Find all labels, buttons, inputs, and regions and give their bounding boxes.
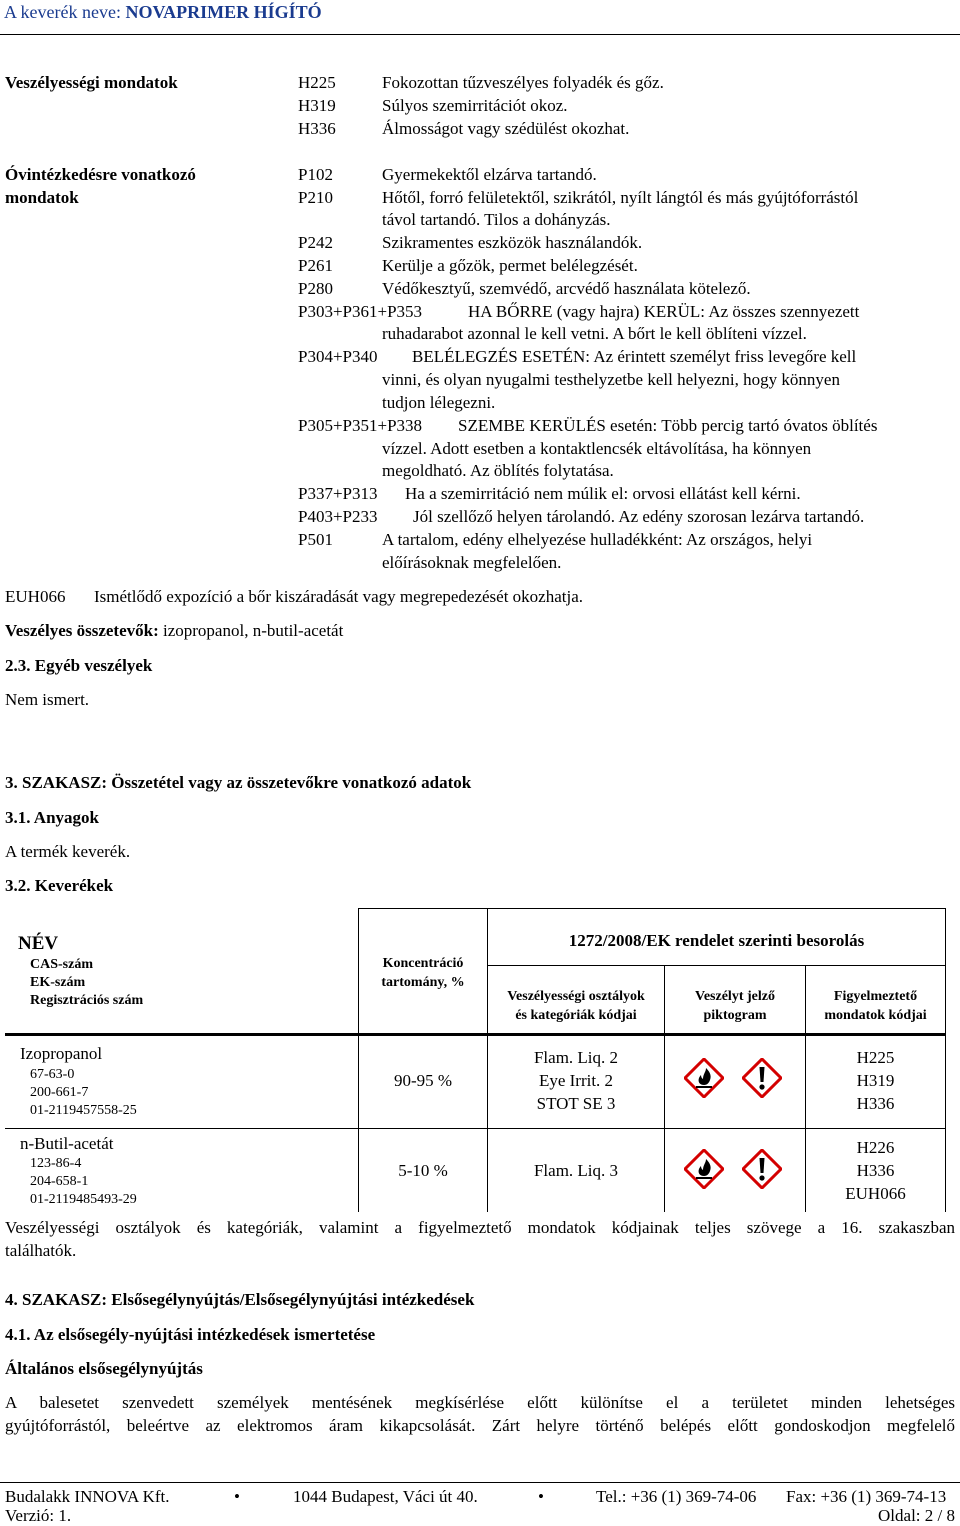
p-text: ruhadarabot azonnal le kell vetni. A bőrt le kell öblíteni vízzel.	[382, 324, 807, 343]
p-text: BELÉLEGZÉS ESETÉN: Az érintett személyt friss levegőre kell	[412, 347, 857, 366]
classification-note: Veszélyességi osztályok és kategóriák, valamint a figyelmeztető mondatok kódjainak teljes szövege a 16. szakaszban	[5, 1218, 955, 1237]
h-code: H225	[298, 73, 336, 92]
component-concentration: 90-95 %	[393, 1071, 453, 1090]
h-text: Fokozottan tűzveszélyes folyadék és gőz.	[382, 73, 664, 92]
h-code-cell: EUH066	[845, 1184, 906, 1203]
regulation-header: 1272/2008/EK rendelet szerinti besorolás	[568, 931, 865, 950]
col-hcodes-header-1: Figyelmeztető	[833, 989, 918, 1004]
other-hazards-text: Nem ismert.	[5, 690, 90, 709]
h-code-cell: H319	[856, 1071, 895, 1090]
footer-fax: Fax: +36 (1) 369-74-13	[786, 1487, 947, 1506]
p-code: P304+P340	[298, 347, 378, 366]
first-aid-text: A balesetet szenvedett személyek mentésének megkísérlése előtt különítse el a területet minden lehetséges	[5, 1393, 955, 1412]
section3-title: 3. SZAKASZ: Összetétel vagy az összetevőkre vonatkozó adatok	[5, 773, 472, 792]
h-code-cell: H336	[856, 1161, 895, 1180]
hazard-class: Flam. Liq. 3	[533, 1161, 619, 1180]
col-conc-header-2: tartomány, %	[381, 975, 465, 990]
col-conc-header	[359, 954, 487, 992]
general-first-aid-title: Általános elsősegélynyújtás	[5, 1359, 203, 1378]
footer-company: Budalakk INNOVA Kft.	[5, 1487, 170, 1506]
footer-divider	[0, 1482, 960, 1483]
col-cas-header: CAS-szám	[30, 957, 93, 972]
first-aid-text-2: gyújtóforrástól, beleértve az elektromos áram kikapcsolását. Zárt helyre történő belépés előtt gondoskodjon megfelelő	[5, 1416, 955, 1435]
p-text: vinni, és olyan nyugalmi testhelyzetbe kell helyezni, hogy könnyen	[382, 370, 840, 389]
flame-icon	[684, 1149, 724, 1189]
component-name: Izopropanol	[20, 1044, 103, 1063]
col-picto-header-1: Veszélyt jelző	[695, 989, 775, 1004]
col-picto-header	[665, 987, 805, 1025]
footer-version: Verzió: 1.	[5, 1506, 72, 1525]
footer-tel: Tel.: +36 (1) 369-74-06	[596, 1487, 757, 1506]
table-col-divider	[945, 908, 946, 1212]
h-code: H319	[298, 96, 336, 115]
p-text: vízzel. Adott esetben a kontaktlencsék eltávolítása, ha könnyen	[382, 439, 812, 458]
col-reg-header: Regisztrációs szám	[30, 993, 144, 1008]
h-text: Álmosságot vagy szédülést okozhat.	[382, 119, 630, 138]
p-text: A tartalom, edény elhelyezése hulladékként: Az országos, helyi	[382, 530, 813, 549]
hazardous-components-label: Veszélyes összetevők:	[5, 621, 159, 640]
precautionary-title: Óvintézkedésre vonatkozó	[5, 165, 196, 184]
h-text: Súlyos szemirritációt okoz.	[382, 96, 568, 115]
p-text: Hőtől, forró felületektől, szikrától, nyílt lángtól és más gyújtóforrástól	[382, 188, 859, 207]
component-ek: 200-661-7	[30, 1085, 89, 1100]
col-picto-header-2: piktogram	[703, 1008, 767, 1023]
p-code: P303+P361+P353	[298, 302, 423, 321]
h-code-cell: H336	[856, 1094, 895, 1113]
p-code: P501	[298, 530, 333, 549]
table-border	[358, 908, 946, 909]
section32-title: 3.2. Keverékek	[5, 876, 114, 895]
p-text: Kerülje a gőzök, permet belélegzését.	[382, 256, 638, 275]
footer-page: Oldal: 2 / 8	[878, 1506, 955, 1525]
euh-code: EUH066	[5, 587, 66, 606]
col-hcodes-header	[806, 987, 945, 1025]
other-hazards-title: 2.3. Egyéb veszélyek	[5, 656, 153, 675]
table-subheader-divider	[487, 965, 946, 966]
hazardous-components-value: izopropanol, n-butil-acetát	[158, 621, 344, 640]
section4-title: 4. SZAKASZ: Elsősegélynyújtás/Elsősegélynyújtási intézkedések	[5, 1290, 475, 1309]
component-reg: 01-2119457558-25	[30, 1103, 137, 1118]
h-code-cell: H226	[856, 1138, 895, 1157]
col-class-header-1: Veszélyességi osztályok	[507, 989, 645, 1004]
p-text: Szikramentes eszközök használandók.	[382, 233, 643, 252]
col-name-header: NÉV	[18, 933, 59, 954]
p-text: SZEMBE KERÜLÉS esetén: Több percig tartó óvatos öblítés	[458, 416, 878, 435]
footer-bullet: •	[234, 1487, 240, 1506]
p-code: P210	[298, 188, 333, 207]
p-text: előírásoknak megfelelően.	[382, 553, 562, 572]
euh-text: Ismétlődő expozíció a bőr kiszáradását vagy megrepedezését okozhatja.	[94, 587, 584, 606]
col-ek-header: EK-szám	[30, 975, 86, 990]
p-code: P337+P313	[298, 484, 378, 503]
hazard-class: Flam. Liq. 2	[533, 1048, 619, 1067]
header-label: A keverék neve:	[4, 2, 126, 22]
hazard-statements-title: Veszélyességi mondatok	[5, 73, 178, 92]
component-ek: 204-658-1	[30, 1174, 89, 1189]
p-code: P102	[298, 165, 333, 184]
hazardous-components	[5, 621, 343, 641]
p-code: P242	[298, 233, 333, 252]
h-code: H336	[298, 119, 336, 138]
mixture-name: NOVAPRIMER HÍGÍTÓ	[125, 2, 322, 22]
col-class-header-2: és kategóriák kódjai	[515, 1008, 637, 1023]
hazard-class: Eye Irrit. 2	[538, 1071, 614, 1090]
section31-title: 3.1. Anyagok	[5, 808, 99, 827]
h-code-cell: H225	[856, 1048, 895, 1067]
flame-icon	[684, 1058, 724, 1098]
footer-address: 1044 Budapest, Váci út 40.	[293, 1487, 478, 1506]
p-text: HA BŐRRE (vagy hajra) KERÜL: Az összes szennyezett	[468, 302, 860, 321]
exclamation-icon	[742, 1149, 782, 1189]
hazard-class: STOT SE 3	[536, 1094, 616, 1113]
section31-text: A termék keverék.	[5, 842, 131, 861]
p-text: távol tartandó. Tilos a dohányzás.	[382, 210, 611, 229]
col-class-header	[488, 987, 664, 1025]
precautionary-title-2: mondatok	[5, 188, 79, 207]
col-hcodes-header-2: mondatok kódjai	[824, 1008, 927, 1023]
p-code: P305+P351+P338	[298, 416, 423, 435]
classification-note-2: találhatók.	[5, 1241, 77, 1260]
component-name: n-Butil-acetát	[20, 1134, 114, 1153]
p-text: Jól szellőző helyen tárolandó. Az edény szorosan lezárva tartandó.	[413, 507, 865, 526]
component-reg: 01-2119485493-29	[30, 1192, 137, 1207]
section41-title: 4.1. Az elsősegély-nyújtási intézkedések ismertetése	[5, 1325, 376, 1344]
p-text: megoldható. Az öblítés folytatása.	[382, 461, 614, 480]
p-code: P261	[298, 256, 333, 275]
component-cas: 67-63-0	[30, 1067, 75, 1082]
p-text: Védőkesztyű, szemvédő, arcvédő használata kötelező.	[382, 279, 751, 298]
p-code: P403+P233	[298, 507, 378, 526]
p-text: Gyermekektől elzárva tartandó.	[382, 165, 597, 184]
document-header	[4, 2, 322, 23]
footer-bullet: •	[538, 1487, 544, 1506]
p-text: tudjon lélegezni.	[382, 393, 496, 412]
col-conc-header-1: Koncentráció	[382, 956, 464, 971]
exclamation-icon	[742, 1058, 782, 1098]
p-code: P280	[298, 279, 333, 298]
p-text: Ha a szemirritáció nem múlik el: orvosi ellátást kell kérni.	[405, 484, 801, 503]
header-divider	[0, 34, 960, 35]
component-concentration: 5-10 %	[398, 1161, 448, 1180]
component-cas: 123-86-4	[30, 1156, 82, 1171]
